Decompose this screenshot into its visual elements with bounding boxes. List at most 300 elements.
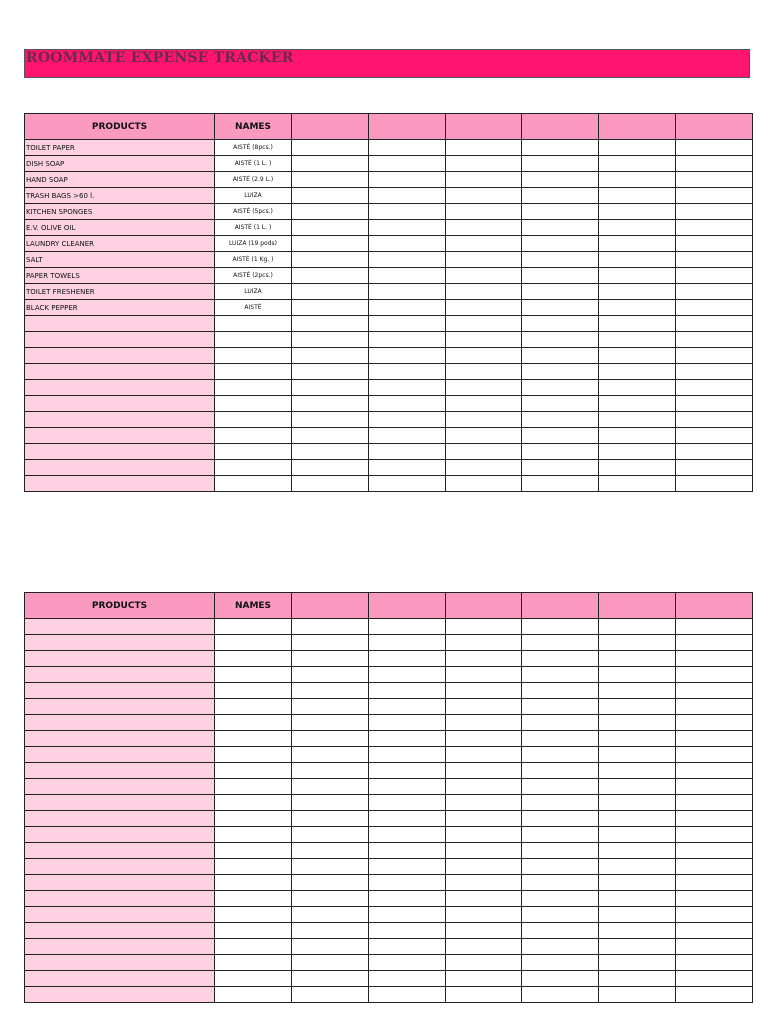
- name-cell[interactable]: [215, 939, 292, 955]
- blank-cell[interactable]: [675, 140, 752, 156]
- product-cell[interactable]: [25, 460, 215, 476]
- blank-cell[interactable]: [599, 891, 676, 907]
- blank-cell[interactable]: [522, 747, 599, 763]
- blank-cell[interactable]: [368, 923, 445, 939]
- blank-cell[interactable]: [292, 683, 369, 699]
- blank-cell[interactable]: [292, 715, 369, 731]
- blank-cell[interactable]: [445, 731, 522, 747]
- blank-cell[interactable]: [445, 364, 522, 380]
- blank-cell[interactable]: [599, 699, 676, 715]
- name-cell[interactable]: [215, 683, 292, 699]
- product-cell[interactable]: [25, 348, 215, 364]
- name-cell[interactable]: [215, 651, 292, 667]
- blank-cell[interactable]: [599, 939, 676, 955]
- blank-cell[interactable]: [368, 651, 445, 667]
- blank-cell[interactable]: [522, 444, 599, 460]
- blank-cell[interactable]: [445, 939, 522, 955]
- blank-cell[interactable]: [522, 172, 599, 188]
- blank-cell[interactable]: [675, 635, 752, 651]
- blank-cell[interactable]: [292, 699, 369, 715]
- blank-cell[interactable]: [675, 747, 752, 763]
- product-cell[interactable]: [25, 891, 215, 907]
- blank-cell[interactable]: [522, 140, 599, 156]
- blank-cell[interactable]: [522, 428, 599, 444]
- blank-cell[interactable]: [445, 987, 522, 1003]
- blank-cell[interactable]: [445, 907, 522, 923]
- blank-cell[interactable]: [522, 875, 599, 891]
- name-cell[interactable]: [215, 699, 292, 715]
- blank-cell[interactable]: [292, 140, 369, 156]
- blank-cell[interactable]: [368, 444, 445, 460]
- blank-cell[interactable]: [292, 891, 369, 907]
- blank-cell[interactable]: [368, 635, 445, 651]
- blank-cell[interactable]: [368, 412, 445, 428]
- blank-cell[interactable]: [599, 731, 676, 747]
- product-cell[interactable]: [25, 332, 215, 348]
- product-cell[interactable]: [25, 747, 215, 763]
- blank-cell[interactable]: [522, 891, 599, 907]
- product-cell[interactable]: [25, 364, 215, 380]
- product-cell[interactable]: HAND SOAP: [25, 172, 215, 188]
- blank-cell[interactable]: [599, 619, 676, 635]
- blank-cell[interactable]: [445, 348, 522, 364]
- blank-cell[interactable]: [599, 971, 676, 987]
- name-cell[interactable]: AISTĖ (5pcs.): [215, 204, 292, 220]
- blank-cell[interactable]: [292, 348, 369, 364]
- blank-cell[interactable]: [445, 220, 522, 236]
- blank-cell[interactable]: [599, 843, 676, 859]
- product-cell[interactable]: SALT: [25, 252, 215, 268]
- name-cell[interactable]: [215, 795, 292, 811]
- name-cell[interactable]: [215, 428, 292, 444]
- blank-cell[interactable]: [522, 955, 599, 971]
- blank-cell[interactable]: [292, 476, 369, 492]
- blank-cell[interactable]: [522, 188, 599, 204]
- blank-cell[interactable]: [292, 955, 369, 971]
- blank-cell[interactable]: [522, 268, 599, 284]
- blank-cell[interactable]: [292, 827, 369, 843]
- blank-cell[interactable]: [522, 971, 599, 987]
- product-cell[interactable]: [25, 651, 215, 667]
- name-cell[interactable]: LUIZA: [215, 284, 292, 300]
- name-cell[interactable]: [215, 811, 292, 827]
- blank-cell[interactable]: [675, 827, 752, 843]
- blank-cell[interactable]: [522, 635, 599, 651]
- blank-cell[interactable]: [368, 859, 445, 875]
- blank-cell[interactable]: [599, 763, 676, 779]
- name-cell[interactable]: [215, 843, 292, 859]
- blank-cell[interactable]: [292, 332, 369, 348]
- blank-cell[interactable]: [292, 843, 369, 859]
- blank-cell[interactable]: [599, 332, 676, 348]
- blank-cell[interactable]: [445, 795, 522, 811]
- name-cell[interactable]: AISTĖ (1 L. ): [215, 220, 292, 236]
- blank-cell[interactable]: [675, 188, 752, 204]
- blank-cell[interactable]: [522, 412, 599, 428]
- blank-cell[interactable]: [368, 156, 445, 172]
- blank-cell[interactable]: [445, 715, 522, 731]
- product-cell[interactable]: [25, 875, 215, 891]
- blank-cell[interactable]: [445, 204, 522, 220]
- blank-cell[interactable]: [445, 236, 522, 252]
- blank-cell[interactable]: [675, 683, 752, 699]
- blank-cell[interactable]: [292, 396, 369, 412]
- blank-cell[interactable]: [292, 747, 369, 763]
- name-cell[interactable]: AISTĖ (1 Kg. ): [215, 252, 292, 268]
- blank-cell[interactable]: [292, 268, 369, 284]
- product-cell[interactable]: TOILET FRESHENER: [25, 284, 215, 300]
- blank-cell[interactable]: [522, 731, 599, 747]
- blank-cell[interactable]: [599, 268, 676, 284]
- blank-cell[interactable]: [675, 428, 752, 444]
- blank-cell[interactable]: [292, 731, 369, 747]
- blank-cell[interactable]: [292, 651, 369, 667]
- blank-cell[interactable]: [675, 859, 752, 875]
- blank-cell[interactable]: [599, 396, 676, 412]
- blank-cell[interactable]: [675, 731, 752, 747]
- blank-cell[interactable]: [675, 444, 752, 460]
- blank-cell[interactable]: [445, 651, 522, 667]
- blank-cell[interactable]: [675, 204, 752, 220]
- name-cell[interactable]: [215, 635, 292, 651]
- name-cell[interactable]: [215, 380, 292, 396]
- product-cell[interactable]: KITCHEN SPONGES: [25, 204, 215, 220]
- blank-cell[interactable]: [368, 667, 445, 683]
- product-cell[interactable]: [25, 987, 215, 1003]
- blank-cell[interactable]: [368, 971, 445, 987]
- blank-cell[interactable]: [445, 971, 522, 987]
- blank-cell[interactable]: [292, 635, 369, 651]
- blank-cell[interactable]: [445, 683, 522, 699]
- blank-cell[interactable]: [599, 316, 676, 332]
- blank-cell[interactable]: [292, 811, 369, 827]
- name-cell[interactable]: [215, 891, 292, 907]
- blank-cell[interactable]: [445, 268, 522, 284]
- blank-cell[interactable]: [599, 188, 676, 204]
- name-cell[interactable]: [215, 619, 292, 635]
- blank-cell[interactable]: [599, 683, 676, 699]
- name-cell[interactable]: [215, 827, 292, 843]
- blank-cell[interactable]: [292, 284, 369, 300]
- blank-cell[interactable]: [368, 252, 445, 268]
- blank-cell[interactable]: [522, 332, 599, 348]
- name-cell[interactable]: AISTĖ: [215, 300, 292, 316]
- blank-cell[interactable]: [292, 875, 369, 891]
- blank-cell[interactable]: [292, 795, 369, 811]
- blank-cell[interactable]: [599, 955, 676, 971]
- blank-cell[interactable]: [292, 412, 369, 428]
- product-cell[interactable]: E.V. OLIVE OIL: [25, 220, 215, 236]
- blank-cell[interactable]: [292, 428, 369, 444]
- blank-cell[interactable]: [445, 476, 522, 492]
- name-cell[interactable]: [215, 875, 292, 891]
- product-cell[interactable]: TOILET PAPER: [25, 140, 215, 156]
- blank-cell[interactable]: [292, 923, 369, 939]
- name-cell[interactable]: [215, 364, 292, 380]
- name-cell[interactable]: [215, 987, 292, 1003]
- product-cell[interactable]: [25, 859, 215, 875]
- blank-cell[interactable]: [445, 619, 522, 635]
- blank-cell[interactable]: [292, 763, 369, 779]
- blank-cell[interactable]: [599, 907, 676, 923]
- blank-cell[interactable]: [522, 939, 599, 955]
- blank-cell[interactable]: [675, 316, 752, 332]
- blank-cell[interactable]: [368, 715, 445, 731]
- blank-cell[interactable]: [368, 332, 445, 348]
- blank-cell[interactable]: [368, 843, 445, 859]
- blank-cell[interactable]: [292, 188, 369, 204]
- blank-cell[interactable]: [445, 891, 522, 907]
- blank-cell[interactable]: [445, 188, 522, 204]
- blank-cell[interactable]: [675, 699, 752, 715]
- product-cell[interactable]: [25, 763, 215, 779]
- name-cell[interactable]: [215, 779, 292, 795]
- blank-cell[interactable]: [368, 300, 445, 316]
- blank-cell[interactable]: [599, 380, 676, 396]
- product-cell[interactable]: [25, 316, 215, 332]
- blank-cell[interactable]: [522, 460, 599, 476]
- blank-cell[interactable]: [292, 460, 369, 476]
- product-cell[interactable]: [25, 827, 215, 843]
- name-cell[interactable]: [215, 907, 292, 923]
- blank-cell[interactable]: [522, 795, 599, 811]
- product-cell[interactable]: LAUNDRY CLEANER: [25, 236, 215, 252]
- product-cell[interactable]: [25, 683, 215, 699]
- blank-cell[interactable]: [292, 907, 369, 923]
- product-cell[interactable]: PAPER TOWELS: [25, 268, 215, 284]
- name-cell[interactable]: LUIZA: [215, 188, 292, 204]
- blank-cell[interactable]: [445, 428, 522, 444]
- blank-cell[interactable]: [522, 987, 599, 1003]
- blank-cell[interactable]: [292, 619, 369, 635]
- blank-cell[interactable]: [675, 300, 752, 316]
- blank-cell[interactable]: [599, 667, 676, 683]
- name-cell[interactable]: [215, 396, 292, 412]
- blank-cell[interactable]: [599, 715, 676, 731]
- blank-cell[interactable]: [522, 252, 599, 268]
- blank-cell[interactable]: [599, 779, 676, 795]
- product-cell[interactable]: [25, 699, 215, 715]
- blank-cell[interactable]: [675, 460, 752, 476]
- blank-cell[interactable]: [599, 811, 676, 827]
- name-cell[interactable]: [215, 412, 292, 428]
- blank-cell[interactable]: [445, 316, 522, 332]
- blank-cell[interactable]: [599, 923, 676, 939]
- blank-cell[interactable]: [292, 779, 369, 795]
- blank-cell[interactable]: [368, 284, 445, 300]
- blank-cell[interactable]: [368, 316, 445, 332]
- name-cell[interactable]: [215, 316, 292, 332]
- blank-cell[interactable]: [599, 651, 676, 667]
- blank-cell[interactable]: [599, 460, 676, 476]
- blank-cell[interactable]: [292, 172, 369, 188]
- blank-cell[interactable]: [522, 284, 599, 300]
- product-cell[interactable]: [25, 715, 215, 731]
- blank-cell[interactable]: [445, 156, 522, 172]
- blank-cell[interactable]: [599, 747, 676, 763]
- blank-cell[interactable]: [522, 683, 599, 699]
- product-cell[interactable]: [25, 476, 215, 492]
- blank-cell[interactable]: [445, 380, 522, 396]
- blank-cell[interactable]: [368, 811, 445, 827]
- name-cell[interactable]: [215, 747, 292, 763]
- blank-cell[interactable]: [445, 396, 522, 412]
- blank-cell[interactable]: [675, 795, 752, 811]
- blank-cell[interactable]: [675, 252, 752, 268]
- blank-cell[interactable]: [445, 827, 522, 843]
- product-cell[interactable]: [25, 428, 215, 444]
- blank-cell[interactable]: [522, 715, 599, 731]
- blank-cell[interactable]: [522, 220, 599, 236]
- blank-cell[interactable]: [675, 172, 752, 188]
- name-cell[interactable]: AISTĖ (2pcs.): [215, 268, 292, 284]
- blank-cell[interactable]: [599, 859, 676, 875]
- blank-cell[interactable]: [522, 699, 599, 715]
- blank-cell[interactable]: [599, 172, 676, 188]
- product-cell[interactable]: [25, 843, 215, 859]
- product-cell[interactable]: [25, 907, 215, 923]
- blank-cell[interactable]: [445, 843, 522, 859]
- blank-cell[interactable]: [368, 396, 445, 412]
- blank-cell[interactable]: [368, 204, 445, 220]
- blank-cell[interactable]: [675, 364, 752, 380]
- blank-cell[interactable]: [599, 204, 676, 220]
- blank-cell[interactable]: [522, 811, 599, 827]
- blank-cell[interactable]: [368, 731, 445, 747]
- product-cell[interactable]: DISH SOAP: [25, 156, 215, 172]
- blank-cell[interactable]: [292, 156, 369, 172]
- name-cell[interactable]: AISTĖ (8pcs.): [215, 140, 292, 156]
- blank-cell[interactable]: [599, 364, 676, 380]
- blank-cell[interactable]: [675, 220, 752, 236]
- blank-cell[interactable]: [368, 987, 445, 1003]
- blank-cell[interactable]: [599, 220, 676, 236]
- blank-cell[interactable]: [599, 987, 676, 1003]
- blank-cell[interactable]: [292, 444, 369, 460]
- blank-cell[interactable]: [675, 907, 752, 923]
- blank-cell[interactable]: [675, 891, 752, 907]
- blank-cell[interactable]: [675, 412, 752, 428]
- blank-cell[interactable]: [292, 300, 369, 316]
- blank-cell[interactable]: [522, 843, 599, 859]
- blank-cell[interactable]: [599, 300, 676, 316]
- product-cell[interactable]: [25, 396, 215, 412]
- blank-cell[interactable]: [675, 476, 752, 492]
- product-cell[interactable]: [25, 971, 215, 987]
- name-cell[interactable]: [215, 348, 292, 364]
- blank-cell[interactable]: [675, 763, 752, 779]
- blank-cell[interactable]: [292, 236, 369, 252]
- blank-cell[interactable]: [368, 795, 445, 811]
- blank-cell[interactable]: [599, 428, 676, 444]
- blank-cell[interactable]: [599, 795, 676, 811]
- blank-cell[interactable]: [675, 619, 752, 635]
- blank-cell[interactable]: [522, 779, 599, 795]
- blank-cell[interactable]: [368, 236, 445, 252]
- product-cell[interactable]: [25, 923, 215, 939]
- blank-cell[interactable]: [445, 635, 522, 651]
- product-cell[interactable]: [25, 412, 215, 428]
- blank-cell[interactable]: [599, 236, 676, 252]
- product-cell[interactable]: TRASH BAGS >60 l.: [25, 188, 215, 204]
- blank-cell[interactable]: [445, 875, 522, 891]
- blank-cell[interactable]: [445, 747, 522, 763]
- blank-cell[interactable]: [368, 891, 445, 907]
- name-cell[interactable]: [215, 763, 292, 779]
- blank-cell[interactable]: [445, 252, 522, 268]
- name-cell[interactable]: [215, 476, 292, 492]
- blank-cell[interactable]: [292, 220, 369, 236]
- blank-cell[interactable]: [368, 348, 445, 364]
- blank-cell[interactable]: [675, 923, 752, 939]
- blank-cell[interactable]: [675, 236, 752, 252]
- product-cell[interactable]: [25, 939, 215, 955]
- name-cell[interactable]: [215, 444, 292, 460]
- blank-cell[interactable]: [368, 364, 445, 380]
- blank-cell[interactable]: [445, 300, 522, 316]
- blank-cell[interactable]: [292, 364, 369, 380]
- blank-cell[interactable]: [368, 619, 445, 635]
- product-cell[interactable]: [25, 635, 215, 651]
- name-cell[interactable]: [215, 923, 292, 939]
- name-cell[interactable]: [215, 731, 292, 747]
- blank-cell[interactable]: [522, 907, 599, 923]
- name-cell[interactable]: [215, 715, 292, 731]
- blank-cell[interactable]: [368, 140, 445, 156]
- blank-cell[interactable]: [522, 364, 599, 380]
- blank-cell[interactable]: [368, 875, 445, 891]
- blank-cell[interactable]: [445, 955, 522, 971]
- blank-cell[interactable]: [522, 396, 599, 412]
- blank-cell[interactable]: [445, 460, 522, 476]
- blank-cell[interactable]: [599, 156, 676, 172]
- product-cell[interactable]: [25, 619, 215, 635]
- product-cell[interactable]: [25, 795, 215, 811]
- blank-cell[interactable]: [675, 955, 752, 971]
- blank-cell[interactable]: [522, 619, 599, 635]
- product-cell[interactable]: [25, 667, 215, 683]
- blank-cell[interactable]: [599, 476, 676, 492]
- name-cell[interactable]: [215, 667, 292, 683]
- blank-cell[interactable]: [368, 172, 445, 188]
- blank-cell[interactable]: [368, 763, 445, 779]
- product-cell[interactable]: [25, 811, 215, 827]
- blank-cell[interactable]: [675, 987, 752, 1003]
- blank-cell[interactable]: [368, 460, 445, 476]
- blank-cell[interactable]: [675, 715, 752, 731]
- product-cell[interactable]: [25, 380, 215, 396]
- product-cell[interactable]: [25, 444, 215, 460]
- blank-cell[interactable]: [675, 348, 752, 364]
- blank-cell[interactable]: [292, 380, 369, 396]
- blank-cell[interactable]: [445, 699, 522, 715]
- name-cell[interactable]: AISTĖ (1 L. ): [215, 156, 292, 172]
- blank-cell[interactable]: [599, 875, 676, 891]
- blank-cell[interactable]: [522, 667, 599, 683]
- blank-cell[interactable]: [675, 380, 752, 396]
- blank-cell[interactable]: [368, 268, 445, 284]
- blank-cell[interactable]: [675, 939, 752, 955]
- blank-cell[interactable]: [368, 220, 445, 236]
- blank-cell[interactable]: [445, 763, 522, 779]
- product-cell[interactable]: [25, 955, 215, 971]
- blank-cell[interactable]: [522, 316, 599, 332]
- blank-cell[interactable]: [522, 763, 599, 779]
- blank-cell[interactable]: [445, 779, 522, 795]
- blank-cell[interactable]: [445, 172, 522, 188]
- blank-cell[interactable]: [522, 204, 599, 220]
- blank-cell[interactable]: [675, 396, 752, 412]
